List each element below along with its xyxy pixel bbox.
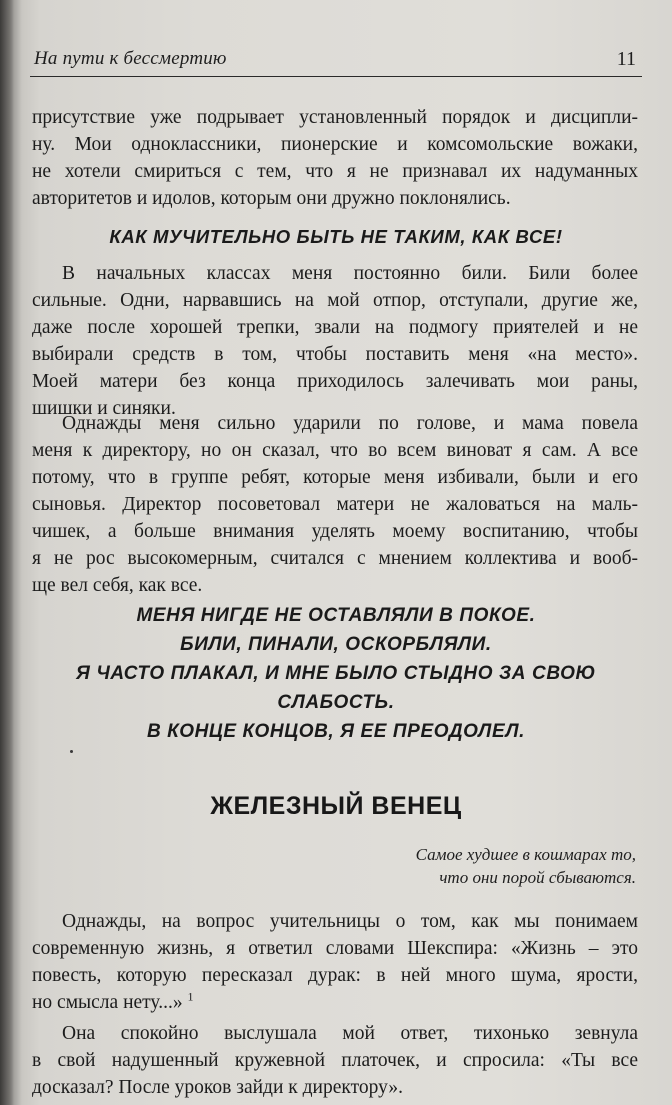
text-line: в свой надушенный кружевной платочек, и спросила: «Ты все <box>32 1050 638 1071</box>
text-line: авторитетов и идолов, которым они дружно поклонялись. <box>32 188 511 209</box>
text-line: Она спокойно выслушала мой ответ, тихонько зевнула <box>62 1023 638 1044</box>
epigraph-line: Самое худшее в кошмарах то, <box>415 845 636 864</box>
running-title: На пути к бессмертию <box>34 48 227 69</box>
text-line: шишки и синяки. <box>32 398 176 419</box>
section-heading: КАК МУЧИТЕЛЬНО БЫТЬ НЕ ТАКИМ, КАК ВСЕ! <box>109 226 563 247</box>
paragraph-4 <box>32 908 638 1016</box>
paragraph-1 <box>32 104 638 212</box>
text-line: Однажды, на вопрос учительницы о том, как мы понимаем <box>62 911 638 932</box>
callout-line: В КОНЦЕ КОНЦОВ, Я ЕЕ ПРЕОДОЛЕЛ. <box>146 721 525 742</box>
text-line: я не рос высокомерным, считался с мнением коллектива и вооб- <box>32 548 638 569</box>
text-line: потому, что в группе ребят, которые меня избивали, были и его <box>32 467 638 488</box>
text-line: даже после хорошей трепки, звали на подмогу приятелей и не <box>32 317 638 338</box>
text-line: сыновья. Директор посоветовал матери не жаловаться на маль- <box>32 494 638 515</box>
callout-line: СЛАБОСТЬ. <box>277 692 395 713</box>
paragraph-5 <box>32 1020 638 1101</box>
text-line: не хотели смириться с тем, что я не признавал их надуманных <box>32 161 638 182</box>
callout-line: Я ЧАСТО ПЛАКАЛ, И МНЕ БЫЛО СТЫДНО ЗА СВОЮ <box>76 663 596 684</box>
callout-line: МЕНЯ НИГДЕ НЕ ОСТАВЛЯЛИ В ПОКОЕ. <box>136 605 536 626</box>
text-line: повесть, которую пересказал дурак: в ней много шума, ярости, <box>32 965 638 986</box>
epigraph <box>416 843 636 889</box>
text-line: чишек, а больше внимания уделять моему воспитанию, чтобы <box>32 521 638 542</box>
text-line: присутствие уже подрывает установленный порядок и дисципли- <box>32 107 638 128</box>
book-spine-shadow <box>0 0 14 1105</box>
text-line-content: но смысла нету...» <box>32 992 183 1013</box>
text-line: меня к директору, но он сказал, что во всем виноват я сам. А все <box>32 440 638 461</box>
text-line: В начальных классах меня постоянно били. Били более <box>62 263 638 284</box>
paragraph-2 <box>32 260 638 422</box>
footnote-mark: 1 <box>187 989 194 1004</box>
text-line: выбирали средств в том, чтобы поставить меня «на место». <box>32 344 638 365</box>
text-line: ну. Мои одноклассники, пионерские и комсомольские вожаки, <box>32 134 638 155</box>
text-line: сильные. Одни, нарвавшись на мой отпор, отступали, другие же, <box>32 290 638 311</box>
paper-speck <box>70 750 73 753</box>
text-line: ще вел себя, как все. <box>32 575 203 596</box>
text-line: досказал? После уроков зайди к директору». <box>32 1077 403 1098</box>
paragraph-3 <box>32 410 638 599</box>
chapter-title: ЖЕЛЕЗНЫЙ ВЕНЕЦ <box>210 792 462 820</box>
callout-line: БИЛИ, ПИНАЛИ, ОСКОРБЛЯЛИ. <box>180 634 492 655</box>
callout-block <box>20 601 652 746</box>
header-rule <box>30 76 642 77</box>
epigraph-line: что они порой сбываются. <box>439 868 636 887</box>
text-line <box>32 989 638 1016</box>
page-number: 11 <box>616 48 636 70</box>
text-line: современную жизнь, я ответил словами Шекспира: «Жизнь – это <box>32 938 638 959</box>
text-line: Моей матери без конца приходилось залечивать мои раны, <box>32 371 638 392</box>
text-line: Однажды меня сильно ударили по голове, и мама повела <box>62 413 638 434</box>
